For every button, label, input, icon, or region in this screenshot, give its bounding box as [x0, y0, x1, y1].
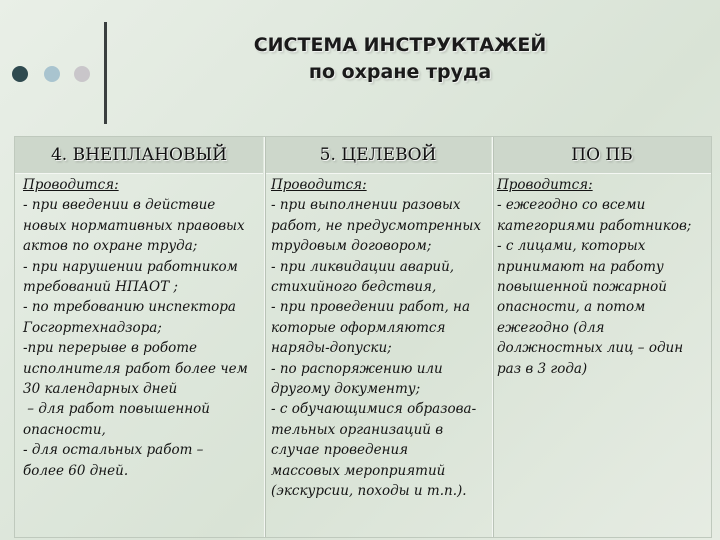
cell-line: опасности, [23, 421, 106, 438]
cell-line: - с лицами, которых [497, 238, 646, 255]
cell-line: -при перерыве в роботе [23, 340, 198, 357]
cell-line: наряды-допуски; [271, 340, 392, 357]
cell-heading: Проводится: [271, 177, 367, 193]
cell-line: (экскурсии, походы и т.п.). [271, 483, 467, 500]
column-divider [264, 137, 265, 537]
cell-line: актов по охране труда; [23, 238, 198, 255]
cell-line: опасности, а потом [497, 299, 646, 316]
cell-line: ежегодно (для [497, 319, 605, 336]
cell-line: - при введении в действие [23, 197, 216, 214]
cell-line: - при ликвидации аварий, [271, 258, 455, 275]
cell-line: - при проведении работ, на [271, 299, 470, 316]
cell-line: категориями работников; [497, 217, 692, 234]
title-line-2: по охране труда [308, 61, 492, 83]
cell-line: стихийного бедствия, [271, 279, 437, 296]
cell-line: работ, не предусмотренных [271, 217, 482, 234]
cell-targeted [271, 175, 487, 502]
cell-line: - при нарушении работником [23, 258, 238, 275]
decorative-vertical-bar [104, 22, 107, 124]
cell-line: принимают на работу [497, 258, 664, 275]
cell-line: - при выполнении разовых [271, 197, 461, 214]
cell-line: - с обучающимися образова- [271, 401, 477, 418]
cell-line: 30 календарных дней [23, 381, 178, 398]
decorative-dot-gray [74, 66, 90, 82]
cell-line: которые оформляются [271, 319, 446, 336]
cell-line: – для работ повышенной [23, 401, 210, 418]
decorative-dot-blue [44, 66, 60, 82]
cell-line: новых нормативных правовых [23, 217, 245, 234]
header-fire-safety: ПО ПБ [493, 137, 711, 174]
cell-line: случае проведения [271, 442, 409, 459]
cell-heading: Проводится: [23, 177, 119, 193]
decorative-dot-dark [12, 66, 28, 82]
cell-unscheduled [23, 175, 259, 481]
cell-line: - ежегодно со всеми [497, 197, 646, 214]
cell-line: - по требованию инспектора [23, 299, 236, 316]
cell-line: тельных организаций в [271, 421, 444, 438]
cell-line: массовых мероприятий [271, 462, 446, 479]
cell-heading: Проводится: [497, 177, 593, 193]
slide-title [120, 32, 680, 86]
cell-line: требований НПАОТ ; [23, 279, 178, 296]
cell-line: трудовым договором; [271, 238, 432, 255]
cell-fire-safety [497, 175, 707, 379]
header-unscheduled: 4. ВНЕПЛАНОВЫЙ [15, 137, 263, 174]
cell-line: - для остальных работ – [23, 442, 204, 459]
cell-line: - по распоряжению или [271, 360, 443, 377]
cell-line: раз в 3 года) [497, 360, 588, 377]
cell-line: исполнителя работ более чем [23, 360, 248, 377]
cell-line: повышенной пожарной [497, 279, 667, 296]
header-targeted: 5. ЦЕЛЕВОЙ [265, 137, 491, 174]
cell-line: другому документу; [271, 381, 421, 398]
cell-line: Госгортехнадзора; [23, 319, 162, 336]
column-divider [492, 137, 493, 537]
cell-line: должностных лиц – один [497, 340, 684, 357]
title-line-1: СИСТЕМА ИНСТРУКТАЖЕЙ [253, 34, 547, 56]
cell-line: более 60 дней. [23, 462, 129, 479]
briefing-table [14, 136, 712, 538]
